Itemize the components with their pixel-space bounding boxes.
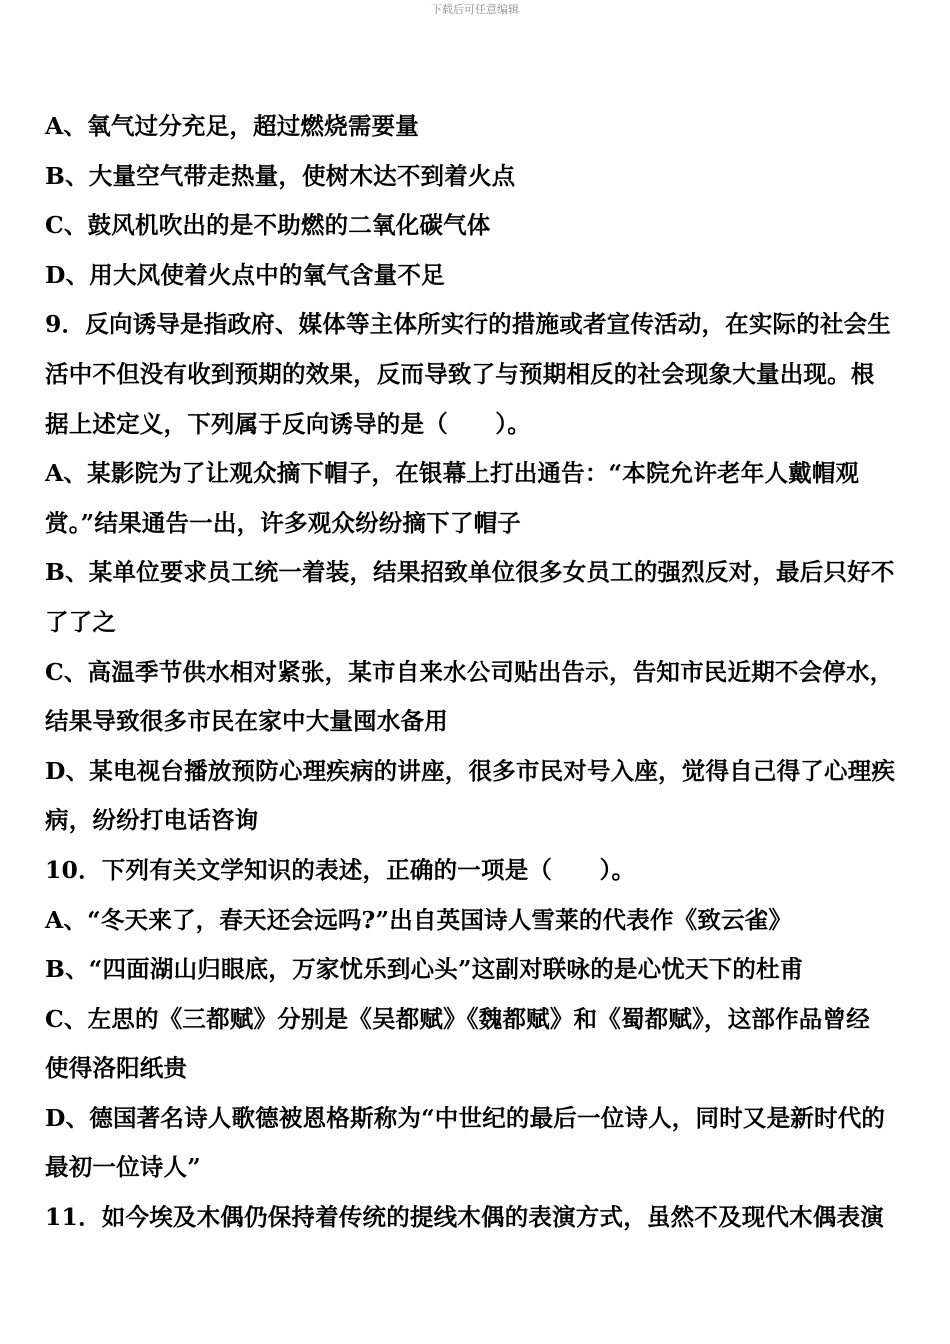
option-d-q10-line-2: 最初一位诗人” [45, 1153, 201, 1182]
option-d-q10-line-1: D、德国著名诗人歌德被恩格斯称为“中世纪的最后一位诗人，同时又是新时代的 [45, 1103, 886, 1132]
option-d-q8: D、用大风使着火点中的氧气含量不足 [45, 260, 445, 289]
question-11-line-1: 11．如今埃及木偶仍保持着传统的提线木偶的表演方式，虽然不及现代木偶表演 [45, 1203, 884, 1232]
option-c-q9-line-2: 结果导致很多市民在家中大量囤水备用 [45, 707, 448, 736]
option-c-q10-line-2: 使得洛阳纸贵 [45, 1054, 188, 1083]
document-body [45, 106, 907, 1247]
option-c-q9-line-1: C、高温季节供水相对紧张，某市自来水公司贴出告示，告知市民近期不会停水， [45, 657, 894, 686]
option-a-q10: A、“冬天来了，春天还会远吗?”出自英国诗人雪莱的代表作《致云雀》 [45, 905, 793, 934]
option-b-q8: B、大量空气带走热量，使树木达不到着火点 [45, 161, 516, 190]
option-b-q10: B、“四面湖山归眼底，万家忧乐到心头”这副对联咏的是心忧天下的杜甫 [45, 955, 804, 984]
question-9-line-1: 9．反向诱导是指政府、媒体等主体所实行的措施或者宣传活动，在实际的社会生 [45, 310, 892, 339]
download-note: 下载后可任意编辑 [431, 3, 519, 16]
option-b-q9-line-1: B、某单位要求员工统一着装，结果招致单位很多女员工的强烈反对，最后只好不 [45, 558, 895, 587]
question-9-line-2: 活中不但没有收到预期的效果，反而导致了与预期相反的社会现象大量出现。根 [45, 359, 875, 388]
option-c-q8: C、鼓风机吹出的是不助燃的二氧化碳气体 [45, 211, 491, 240]
option-c-q10-line-1: C、左思的《三都赋》分别是《吴都赋》《魏都赋》和《蜀都赋》，这部作品曾经 [45, 1004, 870, 1033]
option-b-q9-line-2: 了了之 [45, 607, 117, 636]
option-a-q8: A、氧气过分充足，超过燃烧需要量 [45, 112, 419, 140]
option-d-q9-line-2: 病，纷纷打电话咨询 [45, 806, 259, 835]
option-a-q9-line-2: 赏。”结果通告一出，许多观众纷纷摘下了帽子 [45, 508, 521, 537]
question-9-line-3: 据上述定义，下列属于反向诱导的是（ ）。 [45, 409, 531, 438]
option-d-q9-line-1: D、某电视台播放预防心理疾病的讲座，很多市民对号入座，觉得自己得了心理疾 [45, 756, 896, 785]
question-10: 10．下列有关文学知识的表述，正确的一项是（ ）。 [45, 855, 636, 884]
option-a-q9-line-1: A、某影院为了让观众摘下帽子，在银幕上打出通告：“本院允许老年人戴帽观 [45, 459, 860, 488]
